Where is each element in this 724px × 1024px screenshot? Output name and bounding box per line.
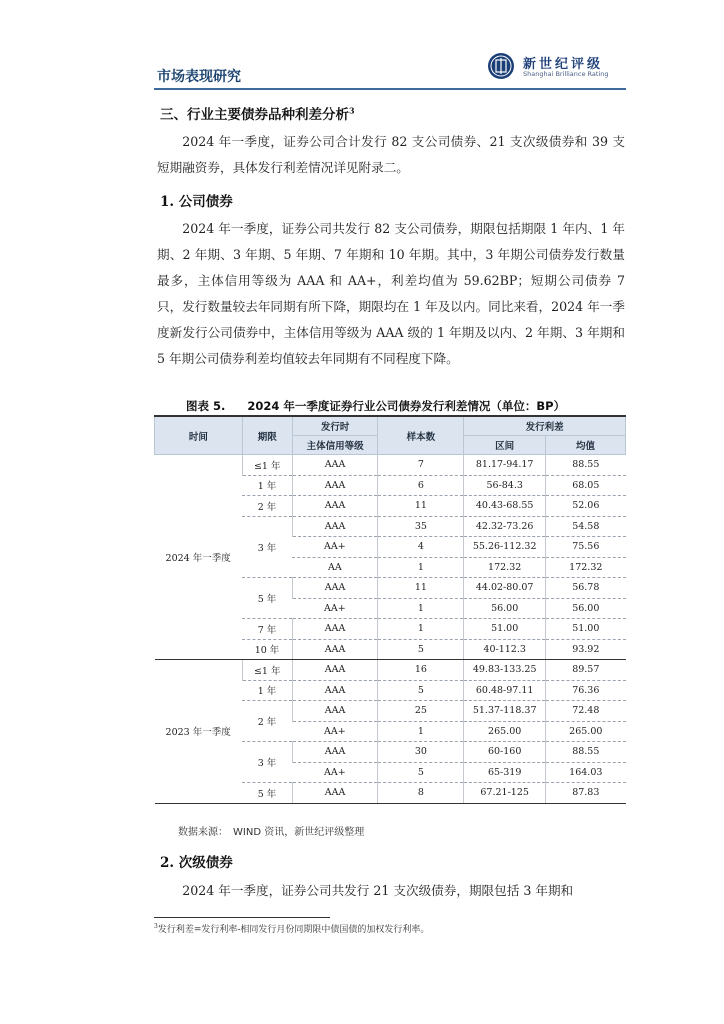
cell-range: 40.43-68.55 [464,496,546,517]
cell-range: 51.00 [464,619,546,640]
logo-cn-text: 新世纪评级 [523,57,604,72]
cell-sample: 35 [378,516,464,537]
cell-rating: AAA [292,455,378,476]
section3-heading: 三、行业主要债券品种利差分析$^3$ [160,105,355,123]
cell-mean: 88.55 [546,742,626,763]
cell-term: ≤1 年 [242,455,292,476]
sub1-paragraph: 2024 年一季度，证券公司共发行 82 支公司债券，期限包括期限 1 年内、1 年期、2 年期、3 年期、5 年期、7 年期和 10 年期。其中，3 年期公司债券发行数量最多，主体信用等级为 AAA 和 AA+，利差均值为 59.62BP；短期公司债券 7 只，发行数量较去年同期有所下降，期限均在 1 年及以内。同比来看，2024 年一季度新发行公司债券中，主体信用等级为 AAA 级的 1 年期及以内、2 年期、3 年期和 5 年期公司债券利差均值较去年同期有不同程度下降。 [157,221,625,366]
cell-term: ≤1 年 [242,660,292,681]
th-time: 时间 [155,416,243,455]
footnote-ref[interactable]: 3 [349,105,355,116]
company-logo [487,52,627,82]
cell-term: 5 年 [242,578,292,619]
footnote-num: 3 [154,923,158,930]
cell-range: 67.21-125 [464,783,546,804]
cell-sample: 5 [378,639,464,660]
intro-paragraph: 2024 年一季度，证券公司合计发行 82 支公司债券、21 支次级债券和 39 支短期融资券，具体发行利差情况详见附录二。 [157,134,625,175]
th-rating-top: 发行时 [292,416,378,436]
cell-range: 44.02-80.07 [464,578,546,599]
cell-rating: AA [292,557,378,578]
cell-range: 51.37-118.37 [464,701,546,722]
table-label: 图表 5. [186,399,226,413]
th-sample: 样本数 [378,416,464,455]
cell-mean: 76.36 [546,680,626,701]
cell-term: 10 年 [242,639,292,660]
table-caption [186,398,565,414]
cell-sample: 11 [378,496,464,517]
cell-period: 2023 年一季度 [155,660,243,804]
cell-range: 42.32-73.26 [464,516,546,537]
cell-rating: AAA [292,619,378,640]
cell-mean: 89.57 [546,660,626,681]
table-title: 2024 年一季度证券行业公司债券发行利差情况（单位：BP） [247,399,566,413]
cell-rating: AA+ [292,762,378,783]
table-row [155,660,626,681]
cell-mean: 72.48 [546,701,626,722]
cell-rating: AA+ [292,721,378,742]
table-body [155,455,626,804]
cell-range: 55.26-112.32 [464,537,546,558]
cell-mean: 68.05 [546,475,626,496]
th-term: 期限 [242,416,292,455]
cell-mean: 88.55 [546,455,626,476]
cell-range: 60.48-97.11 [464,680,546,701]
cell-mean: 75.56 [546,537,626,558]
cell-term: 7 年 [242,619,292,640]
cell-sample: 11 [378,578,464,599]
cell-sample: 1 [378,721,464,742]
cell-sample: 8 [378,783,464,804]
cell-sample: 5 [378,680,464,701]
cell-mean: 164.03 [546,762,626,783]
cell-term: 1 年 [242,475,292,496]
cell-sample: 1 [378,619,464,640]
cell-mean: 52.06 [546,496,626,517]
cell-mean: 56.00 [546,598,626,619]
cell-sample: 1 [378,598,464,619]
cell-period: 2024 年一季度 [155,455,243,660]
footnote-divider [154,917,330,918]
sub2-heading: 2. 次级债券 [160,855,233,871]
cell-sample: 5 [378,762,464,783]
cell-rating: AAA [292,475,378,496]
cell-sample: 7 [378,455,464,476]
cell-rating: AAA [292,578,378,599]
footnote-text: 发行利差=发行利率-相同发行月份同期限中债国债的加权发行利率。 [157,925,430,935]
table-source: 数据来源： WIND 资讯，新世纪评级整理 [178,827,365,838]
cell-mean: 265.00 [546,721,626,742]
logo-en-text: Shanghai Brilliance Rating [523,70,609,78]
table-row [155,455,626,476]
cell-term: 2 年 [242,701,292,742]
spread-table [154,415,626,804]
cell-rating: AAA [292,680,378,701]
cell-rating: AAA [292,516,378,537]
cell-mean: 172.32 [546,557,626,578]
cell-mean: 54.58 [546,516,626,537]
cell-term: 1 年 [242,680,292,701]
cell-mean: 93.92 [546,639,626,660]
cell-term: 3 年 [242,516,292,578]
cell-rating: AAA [292,639,378,660]
header-divider [154,88,626,90]
cell-range: 49.83-133.25 [464,660,546,681]
cell-sample: 1 [378,557,464,578]
cell-sample: 4 [378,537,464,558]
cell-term: 3 年 [242,742,292,783]
cell-rating: AAA [292,742,378,763]
cell-sample: 30 [378,742,464,763]
cell-sample: 16 [378,660,464,681]
cell-sample: 6 [378,475,464,496]
th-range: 区间 [464,436,546,455]
cell-range: 40-112.3 [464,639,546,660]
cell-term: 2 年 [242,496,292,517]
cell-rating: AA+ [292,598,378,619]
sub2-paragraph: 2024 年一季度，证券公司共发行 21 支次级债券，期限包括 3 年期和 [182,883,574,898]
cell-rating: AAA [292,496,378,517]
cell-sample: 25 [378,701,464,722]
cell-range: 56-84.3 [464,475,546,496]
cell-range: 60-160 [464,742,546,763]
cell-range: 172.32 [464,557,546,578]
cell-mean: 56.78 [546,578,626,599]
sub1-heading: 1. 公司债券 [160,194,233,210]
cell-rating: AAA [292,783,378,804]
cell-rating: AAA [292,701,378,722]
header-section-title: 市场表现研究 [157,69,241,85]
cell-range: 65-319 [464,762,546,783]
th-spread: 发行利差 [464,416,626,436]
logo-emblem-icon [487,52,515,80]
cell-mean: 51.00 [546,619,626,640]
cell-range: 81.17-94.17 [464,455,546,476]
th-mean: 均值 [546,436,626,455]
cell-term: 5 年 [242,783,292,804]
footnote [154,922,429,935]
cell-range: 56.00 [464,598,546,619]
cell-rating: AAA [292,660,378,681]
th-rating-bottom: 主体信用等级 [292,436,378,455]
cell-rating: AA+ [292,537,378,558]
cell-mean: 87.83 [546,783,626,804]
cell-range: 265.00 [464,721,546,742]
